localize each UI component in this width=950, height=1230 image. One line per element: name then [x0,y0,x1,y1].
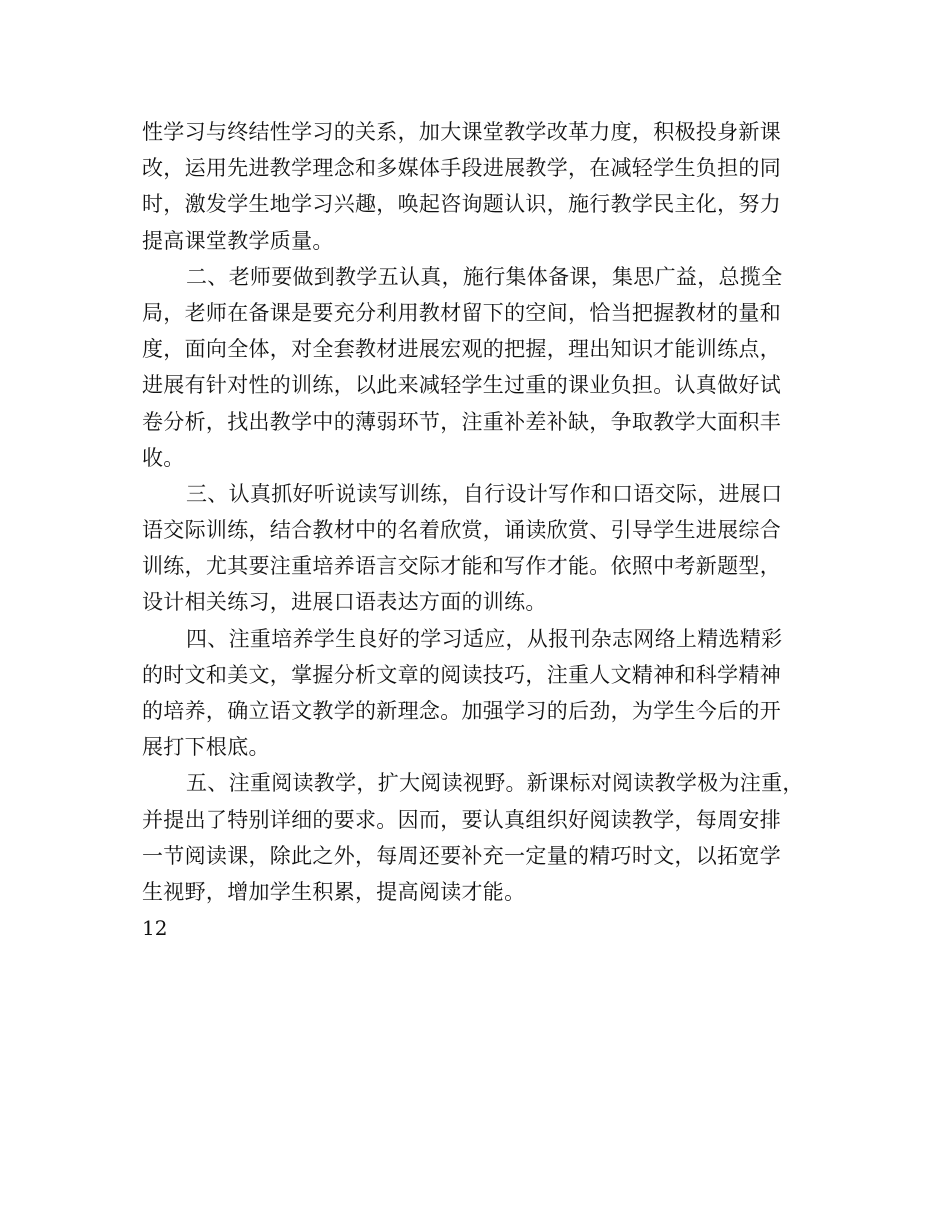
text-line: 收。 [142,445,185,470]
text-line: 一节阅读课，除此之外，每周还要补充一定量的精巧时文，以拓宽学 [142,843,781,868]
paragraph [142,114,826,259]
text-line: 提高课堂教学质量。 [142,228,334,253]
text-line: 二、老师要做到教学五认真，施行集体备课，集思广益，总揽全 [186,264,783,289]
text-line: 的时文和美文，掌握分析文章的阅读技巧，注重人文精神和科学精神 [142,662,781,687]
text-line: 四、注重培养学生良好的学习适应，从报刊杂志网络上精选精彩 [186,626,783,651]
text-line: 度，面向全体，对全套教材进展宏观的把握，理出知识才能训练点， [142,337,781,362]
text-line: 设计相关练习，进展口语表达方面的训练。 [142,590,547,615]
text-line: 进展有针对性的训练，以此来减轻学生过重的课业负担。认真做好试 [142,373,781,398]
paragraph [142,259,826,476]
text-line: 性学习与终结性学习的关系，加大课堂教学改革力度，积极投身新课 [142,120,781,144]
text-line: 训练，尤其要注重培养语言交际才能和写作才能。依照中考新题型， [142,554,781,579]
text-line: 的培养，确立语文教学的新理念。加强学习的后劲，为学生今后的开 [142,699,781,723]
text-line: 改，运用先进教学理念和多媒体手段进展教学，在减轻学生负担的同 [142,156,781,181]
text-line: 并提出了特别详细的要求。因而，要认真组织好阅读教学，每周安排 [142,807,781,832]
text-line: 局，老师在备课是要充分利用教材留下的空间，恰当把握教材的量和 [142,300,781,325]
paragraph [142,621,826,766]
paragraph [142,765,826,910]
document-page [142,114,826,946]
text-line: 语交际训练，结合教材中的名着欣赏，诵读欣赏、引导学生进展综合 [142,518,781,543]
text-line: 生视野，增加学生积累，提高阅读才能。 [142,879,526,904]
text-line: 五、注重阅读教学，扩大阅读视野。新课标对阅读教学极为注重， [186,771,804,796]
paragraph [142,476,826,621]
text-line: 时，激发学生地学习兴趣，唤起咨询题认识，施行教学民主化，努力 [142,192,781,217]
text-line: 展打下根底。 [142,735,270,760]
page-number: 12 [142,916,168,941]
text-line: 卷分析，找出教学中的薄弱环节，注重补差补缺，争取教学大面积丰 [142,409,781,434]
text-line: 三、认真抓好听说读写训练，自行设计写作和口语交际，进展口 [186,481,783,506]
